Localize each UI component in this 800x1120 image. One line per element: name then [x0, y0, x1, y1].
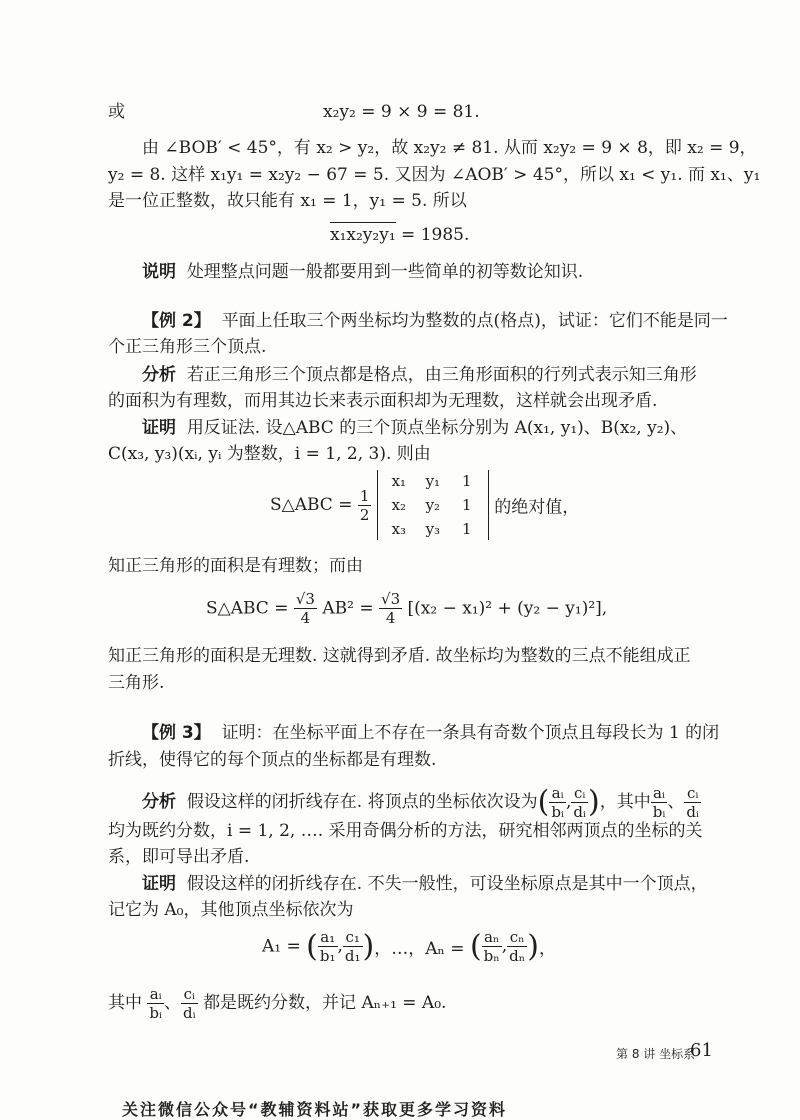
proof-label: 证明	[142, 418, 176, 438]
text-line: 均为既约分数，i = 1, 2, …. 采用奇偶分析的方法，研究相邻两顶点的坐标的关	[108, 821, 703, 841]
fraction-denominator: dᵢ	[573, 803, 586, 821]
equation-2-rest: = 1985.	[395, 225, 470, 245]
fraction-denominator: dᵢ	[686, 803, 699, 821]
fraction	[651, 784, 668, 821]
text-line: y₂ = 8. 这样 x₁y₁ = x₂y₂ − 67 = 5. 又因为 ∠AOB′ > 45°，所以 x₁ < y₁. 而 x₁、y₁	[108, 165, 761, 185]
det-cell: y₂	[425, 496, 441, 514]
eq5-end: ，	[538, 939, 556, 959]
text-line: 折线，使得它的每个顶点的坐标都是有理数.	[108, 750, 437, 770]
analysis-label: 分析	[142, 792, 176, 812]
fraction-denominator: bᵢ	[652, 803, 666, 821]
fraction-denominator: bᵢ	[551, 803, 564, 821]
text: 证明：在坐标平面上不存在一条具有奇数个顶点且每段长为 1 的闭	[221, 723, 720, 743]
det-cell: x₃	[391, 520, 407, 538]
fraction-numerator: c₁	[343, 928, 363, 947]
fraction	[343, 928, 363, 965]
equation-1: x₂y₂ = 9 × 9 = 81.	[323, 102, 480, 122]
analysis-3: 分析 假设这样的闭折线存在. 将顶点的坐标依次设为( $\frac{\text{aᵢ}}{\text{bᵢ}}$ , $\frac{\text{cᵢ}}{\text{dᵢ}}$ )，其中 $\frac{\text{aᵢ}}{\text{bᵢ}}$ 、 $\frac{\text{cᵢ}}{\text{dᵢ}}$	[142, 784, 699, 821]
fraction-denominator: 2	[359, 505, 370, 524]
det-lhs: S△ABC =	[270, 495, 358, 515]
det-cell: x₁	[391, 472, 407, 490]
proof-3	[142, 874, 708, 894]
fraction-denominator: 4	[385, 609, 396, 627]
paren: )	[588, 784, 600, 820]
final-line: 其中 $\frac{\text{aᵢ}}{\text{bᵢ}}$ 、 $\frac{\text{cᵢ}}{\text{dᵢ}}$ 都是既约分数，并记 Aₙ₊₁ = A₀.	[108, 985, 447, 1022]
text: 用反证法. 设△ABC 的三个顶点坐标分别为 A(x₁, y₁)、B(x₂, y₂)、	[186, 418, 688, 438]
text-line: 的面积为有理数，而用其边长来表示面积却为无理数，这样就会出现矛盾.	[108, 391, 658, 411]
det-cell: 1	[462, 472, 472, 490]
fraction-numerator: aᵢ	[549, 784, 566, 803]
fraction	[318, 928, 338, 965]
text-line: C(x₃, y₃)(xᵢ, yᵢ 为整数，i = 1, 2, 3). 则由	[108, 444, 431, 464]
fraction	[549, 784, 566, 821]
proof-label: 证明	[142, 874, 176, 894]
watermark-text: 关注微信公众号“教辅资料站”获取更多学习资料	[122, 1100, 508, 1119]
proof-2	[142, 418, 687, 438]
text-line: 三角形.	[108, 673, 165, 693]
text: 其中	[108, 993, 142, 1013]
text-line: 或	[108, 102, 125, 122]
fraction-denominator: 4	[300, 609, 311, 627]
fraction-numerator: √3	[381, 590, 401, 608]
eq4-lhs: S△ABC =	[206, 598, 294, 619]
sqrt3-over-4	[294, 590, 317, 627]
text: 假设这样的闭折线存在. 不失一般性，可设坐标原点是其中一个顶点，	[186, 874, 708, 894]
fraction-numerator: aₙ	[482, 928, 502, 947]
fraction-numerator: cᵢ	[181, 985, 198, 1004]
eq5-a1: A₁ =	[262, 936, 307, 957]
fraction	[507, 928, 527, 965]
fraction-denominator: bᵢ	[149, 1004, 163, 1022]
det-cell: y₃	[425, 520, 441, 538]
chapter-label: 第 8 讲 坐标系	[616, 1047, 696, 1061]
text-line: 记它为 A₀，其他顶点坐标依次为	[108, 900, 354, 920]
paren: (	[469, 929, 482, 964]
text-line: 由 ∠BOB′ < 45°，有 x₂ > y₂，故 x₂y₂ ≠ 81. 从而 x₂y₂ = 9 × 8，即 x₂ = 9，	[142, 138, 757, 158]
det-cell: x₂	[391, 496, 407, 514]
determinant-equation	[270, 470, 579, 540]
text: 平面上任取三个两坐标均为整数的点(格点)，试证：它们不能是同一	[221, 311, 728, 331]
fraction-denominator: b₁	[319, 947, 336, 965]
paren: (	[537, 784, 550, 820]
text: ，其中	[599, 792, 651, 812]
fraction	[684, 784, 701, 821]
example-2-statement	[142, 311, 728, 331]
det-cell: 1	[462, 520, 472, 538]
paren: )	[362, 929, 375, 964]
text-line: 个正三角形三个顶点.	[108, 337, 267, 357]
text-line: 系，即可导出矛盾.	[108, 847, 250, 867]
fraction-numerator: cᵢ	[684, 784, 701, 803]
example-label: 【例 2】	[142, 311, 211, 331]
det-cell: 1	[462, 496, 472, 514]
text-line: 是一位正整数，故只能有 x₁ = 1，y₁ = 5. 所以	[108, 191, 467, 211]
text: 若正三角形三个顶点都是格点，由三角形面积的行列式表示知三角形	[186, 365, 697, 385]
sqrt3-over-4	[379, 590, 402, 627]
fraction-numerator: cᵢ	[571, 784, 588, 803]
fraction-numerator: a₁	[318, 928, 338, 947]
eq4-tail: [(x₂ − x₁)² + (y₂ − y₁)²],	[407, 598, 608, 619]
text-line: 知正三角形的面积是无理数. 这就得到矛盾. 故坐标均为整数的三点不能组成正	[108, 646, 691, 666]
vertex-equation: A₁ = ( $\frac{\text{a₁}}{\text{b₁}}$ , $\frac{\text{c₁}}{\text{d₁}}$ )，…，Aₙ = ( $\frac{\text{aₙ}}{\text{bₙ}}$ , $\frac{\text{cₙ}}{\text{dₙ}}$ )，	[262, 928, 556, 965]
determinant-matrix	[377, 470, 489, 540]
fraction-numerator: aᵢ	[147, 985, 164, 1004]
area-equation	[206, 590, 607, 627]
text: 假设这样的闭折线存在. 将顶点的坐标依次设为	[186, 792, 538, 812]
example-3-statement	[142, 723, 719, 743]
det-suffix: 的绝对值，	[494, 497, 580, 518]
example-label: 【例 3】	[142, 723, 211, 743]
fraction	[181, 985, 198, 1022]
note-text: 处理整点问题一般都要用到一些简单的初等数论知识.	[186, 262, 584, 282]
text-line: 知正三角形的面积是有理数；而由	[108, 556, 363, 576]
text: 都是既约分数，并记 Aₙ₊₁ = A₀.	[203, 993, 447, 1013]
paren: (	[306, 929, 318, 964]
half-fraction	[358, 487, 372, 524]
equation-2	[330, 225, 469, 245]
fraction	[571, 784, 588, 821]
analysis-label: 分析	[142, 365, 176, 385]
eq4-mid: AB² =	[322, 598, 380, 619]
fraction-denominator: bₙ	[483, 947, 500, 965]
fraction	[482, 928, 502, 965]
note-label: 说明	[142, 262, 176, 282]
fraction-denominator: d₁	[344, 947, 361, 965]
fraction-numerator: cₙ	[507, 928, 527, 947]
analysis-2	[142, 365, 697, 385]
fraction-numerator: aᵢ	[651, 784, 668, 803]
fraction	[147, 985, 164, 1022]
note	[142, 262, 583, 282]
fraction-denominator: dᵢ	[183, 1004, 196, 1022]
overlined-number: x₁x₂y₂y₁	[330, 222, 396, 245]
page-number: 61	[690, 1040, 713, 1061]
fraction-numerator: √3	[295, 590, 315, 608]
fraction-numerator: 1	[359, 486, 370, 505]
det-cell: y₁	[425, 472, 441, 490]
fraction-denominator: dₙ	[509, 947, 526, 965]
paren: )	[527, 929, 539, 964]
eq5-mid: ，…，Aₙ =	[374, 939, 470, 959]
